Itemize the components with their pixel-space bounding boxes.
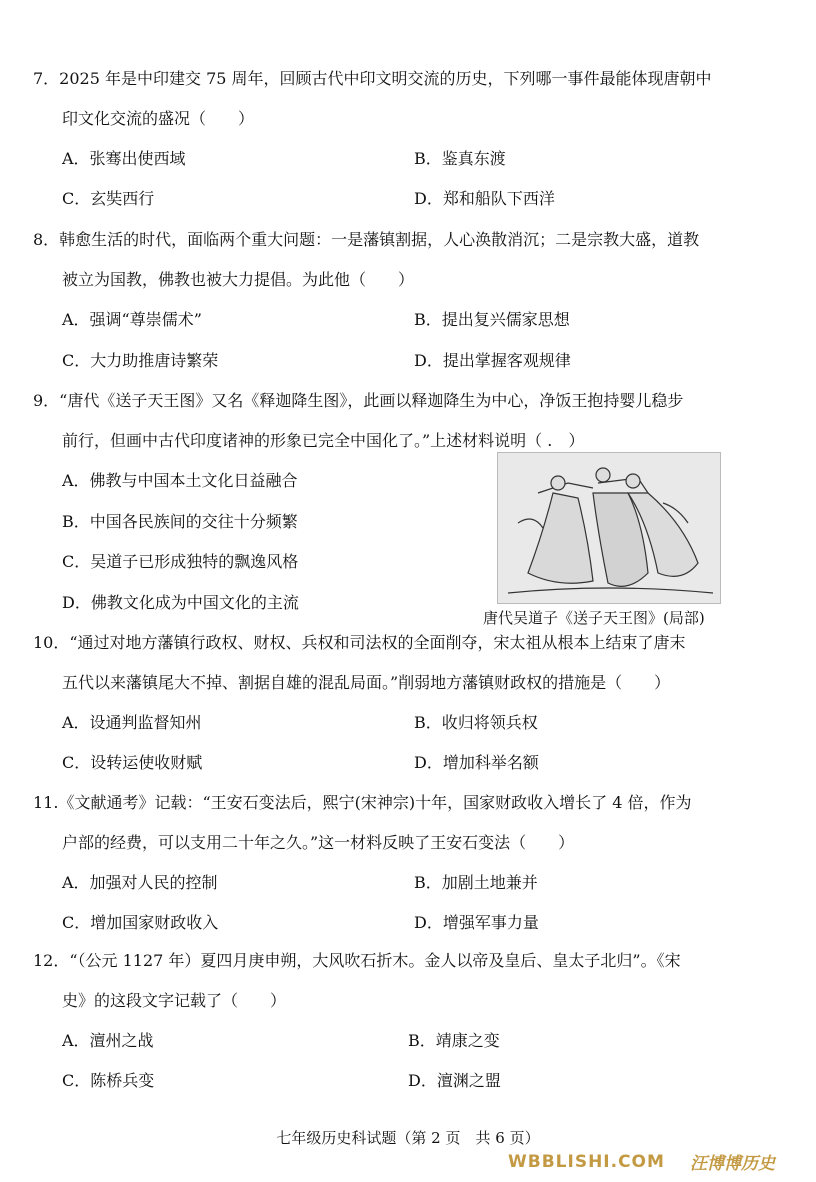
q12-option-b[interactable]: B．靖康之变 (408, 1031, 500, 1050)
painting-illustration (497, 452, 721, 604)
q10-option-d[interactable]: D．增加科举名额 (414, 753, 539, 772)
q7-option-a[interactable]: A．张骞出使西域 (62, 149, 186, 168)
q7-option-d[interactable]: D．郑和船队下西洋 (414, 189, 555, 208)
q11-option-d[interactable]: D．增强军事力量 (414, 913, 539, 932)
q12-stem-line-2: 史》的这段文字记载了（ ） (62, 991, 287, 1010)
painting-sketch-icon (498, 453, 720, 603)
q11-option-c[interactable]: C．增加国家财政收入 (62, 913, 219, 932)
q9-option-b[interactable]: B．中国各民族间的交往十分频繁 (62, 512, 298, 531)
q8-stem-line-2: 被立为国教，佛教也被大力提倡。为此他（ ） (62, 270, 415, 289)
q7-option-c[interactable]: C．玄奘西行 (62, 189, 155, 208)
q9-stem-line-2: 前行，但画中古代印度诸神的形象已完全中国化了。”上述材料说明（ . ） (62, 431, 585, 450)
q10-option-a[interactable]: A．设通判监督知州 (62, 713, 202, 732)
q7-stem-line-1: 7．2025 年是中印建交 75 周年，回顾古代中印文明交流的历史，下列哪一事件最能体现唐朝中 (33, 69, 712, 88)
q8-option-d[interactable]: D．提出掌握客观规律 (414, 351, 571, 370)
q11-option-b[interactable]: B．加剧土地兼并 (414, 873, 538, 892)
q10-stem-line-1: 10．“通过对地方藩镇行政权、财权、兵权和司法权的全面削夺，宋太祖从根本上结束了唐末 (33, 633, 686, 652)
q11-stem-line-2: 户部的经费，可以支用二十年之久。”这一材料反映了王安石变法（ ） (62, 833, 575, 852)
q10-option-c[interactable]: C．设转运使收财赋 (62, 753, 203, 772)
q8-option-b[interactable]: B．提出复兴儒家思想 (414, 310, 570, 329)
q8-stem-line-1: 8．韩愈生活的时代，面临两个重大问题：一是藩镇割据，人心涣散消沉；二是宗教大盛，道教 (33, 230, 700, 249)
q9-stem-line-1: 9．“唐代《送子天王图》又名《释迦降生图》，此画以释迦降生为中心，净饭王抱持婴儿稳步 (33, 391, 684, 410)
watermark-logo: 汪博博历史 (690, 1154, 775, 1174)
q11-option-a[interactable]: A．加强对人民的控制 (62, 873, 218, 892)
q8-option-c[interactable]: C．大力助推唐诗繁荣 (62, 351, 219, 370)
q10-option-b[interactable]: B．收归将领兵权 (414, 713, 538, 732)
q10-stem-line-2: 五代以来藩镇尾大不掉、割据自雄的混乱局面。”削弱地方藩镇财政权的措施是（ ） (62, 673, 671, 692)
q11-stem-line-1: 11.《文献通考》记载：“王安石变法后，熙宁(宋神宗)十年，国家财政收入增长了 4 倍，作为 (33, 793, 692, 812)
q12-option-c[interactable]: C．陈桥兵变 (62, 1071, 155, 1090)
q9-option-a[interactable]: A．佛教与中国本土文化日益融合 (62, 471, 298, 490)
q9-option-d[interactable]: D．佛教文化成为中国文化的主流 (62, 593, 299, 612)
q7-option-b[interactable]: B．鉴真东渡 (414, 149, 506, 168)
watermark-site: WBBLISHI.COM (508, 1152, 665, 1172)
q7-stem-line-2: 印文化交流的盛况（ ） (62, 109, 255, 128)
q9-option-c[interactable]: C．吴道子已形成独特的飘逸风格 (62, 552, 299, 571)
q12-option-a[interactable]: A．澶州之战 (62, 1031, 154, 1050)
q12-option-d[interactable]: D．澶渊之盟 (408, 1071, 501, 1090)
figure-caption: 唐代吴道子《送子天王图》(局部) (483, 609, 705, 627)
page-footer: 七年级历史科试题（第 2 页 共 6 页） (276, 1129, 540, 1147)
q12-stem-line-1: 12．“（公元 1127 年）夏四月庚申朔，大风吹石折木。金人以帝及皇后、皇太子北归”。《宋 (33, 951, 681, 970)
q8-option-a[interactable]: A．强调“尊崇儒术” (62, 310, 202, 329)
